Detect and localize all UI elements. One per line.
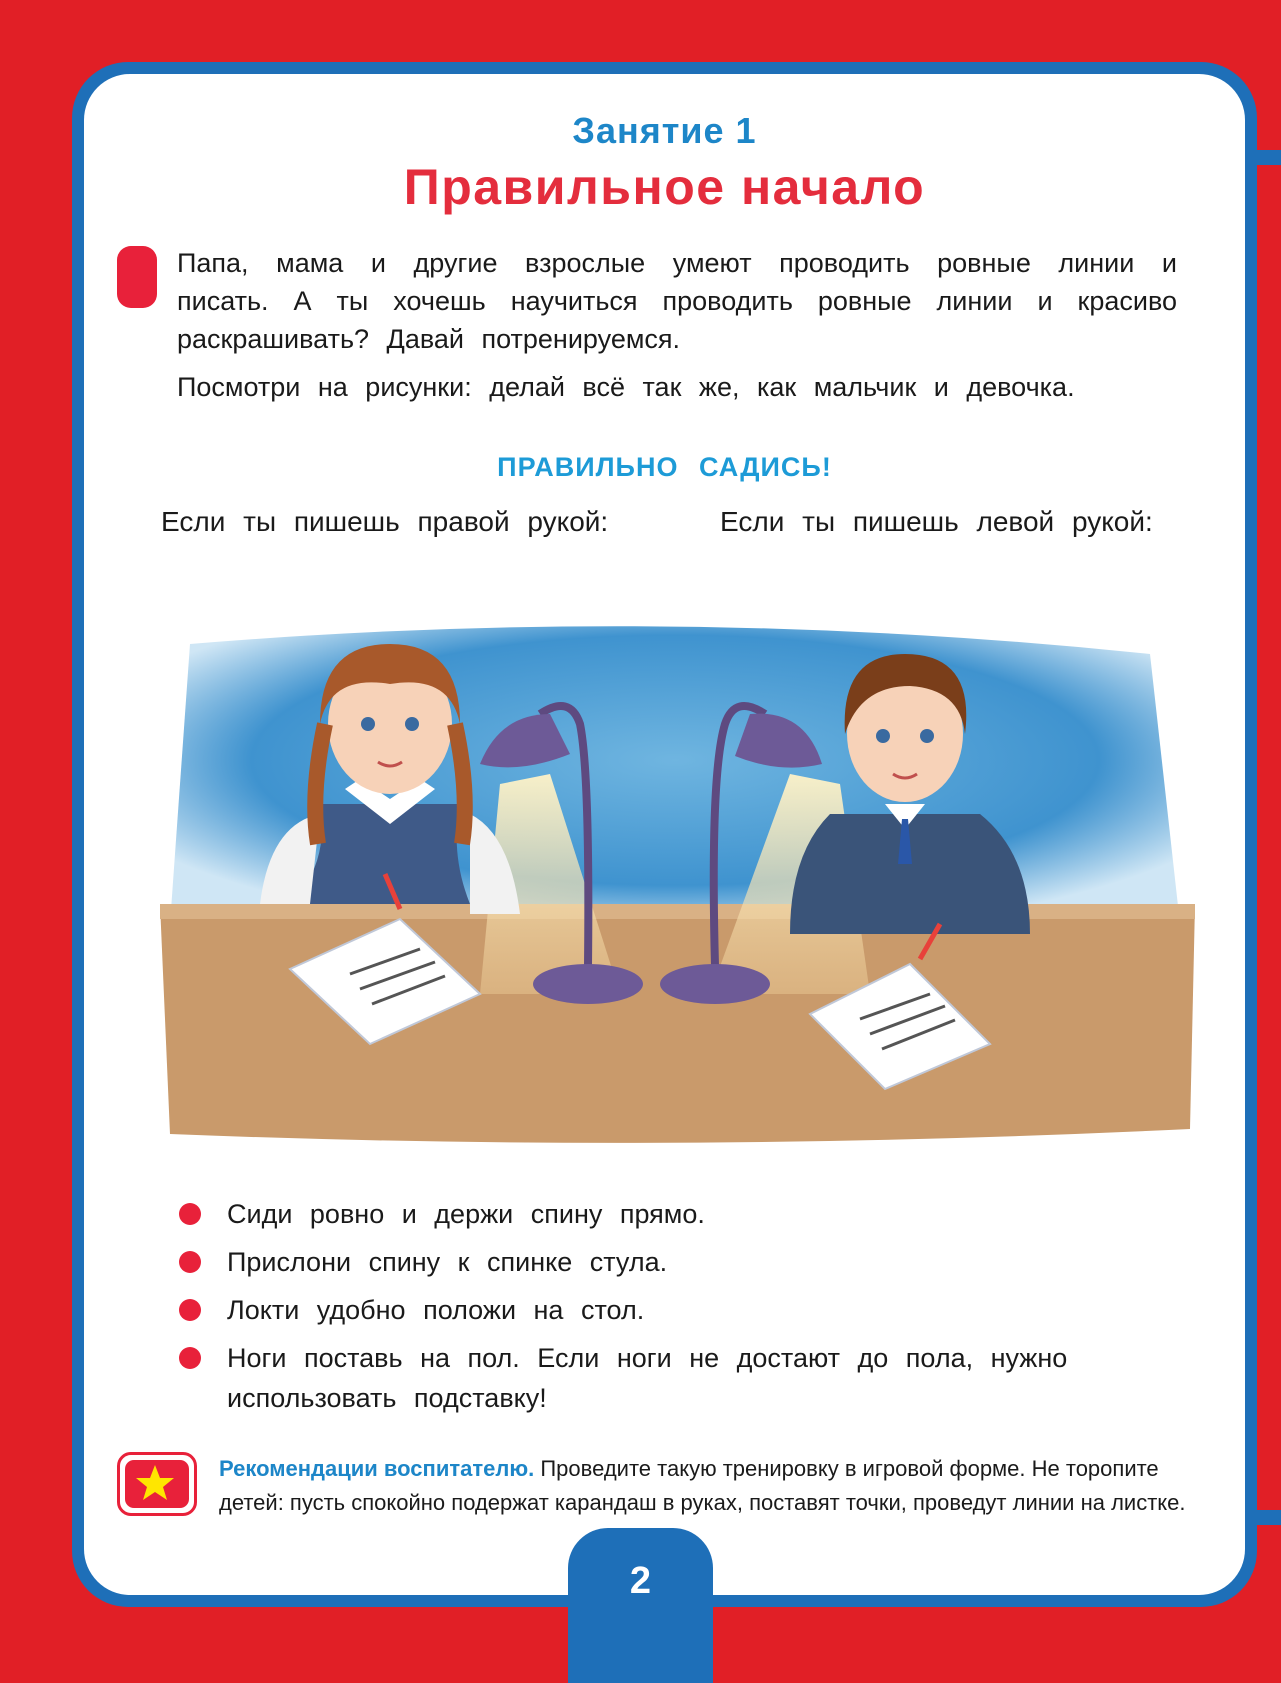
- bullet-dot: [179, 1203, 201, 1225]
- desk: [160, 904, 1195, 1143]
- left-hand-caption: Если ты пишешь левой рукой:: [720, 506, 1153, 537]
- list-item: [179, 1338, 1179, 1418]
- bullet-dot: [179, 1251, 201, 1273]
- list-item: [179, 1290, 1179, 1330]
- paragraph-marker: [117, 246, 157, 308]
- rule-text: Локти удобно положи на стол.: [227, 1295, 645, 1325]
- list-item: [179, 1194, 1179, 1234]
- note-text: Проведите такую тренировку в игровой форме. Не торопите детей: пусть спокойно подержат карандаш в руках, поставят точки, проведут линии на листке.: [219, 1456, 1186, 1515]
- note-lead: Рекомендации воспитателю.: [219, 1456, 535, 1481]
- page-number-tab: [568, 1528, 713, 1683]
- bullet-dot: [179, 1347, 201, 1369]
- rule-text: Прислони спину к спинке стула.: [227, 1247, 668, 1277]
- intro-paragraph: Папа, мама и другие взрослые умеют проводить ровные линии и писать. А ты хочешь научиться проводить ровные линии и красиво раскрашивать? Давай потренируемся.: [177, 248, 1177, 354]
- page-number: 2: [629, 1560, 652, 1602]
- rule-text: Сиди ровно и держи спину прямо.: [227, 1199, 705, 1229]
- star-icon: [125, 1460, 185, 1504]
- page-title: Правильное начало: [403, 159, 926, 215]
- teacher-note: [219, 1452, 1204, 1520]
- posture-rules-list: [179, 1194, 1179, 1426]
- star-badge: [117, 1452, 197, 1516]
- right-hand-caption: Если ты пишешь правой рукой:: [161, 506, 609, 537]
- look-instruction: Посмотри на рисунки: делай всё так же, как мальчик и девочка.: [177, 372, 1075, 402]
- section-heading: ПРАВИЛЬНО САДИСЬ!: [497, 452, 832, 482]
- rule-text: Ноги поставь на пол. Если ноги не достают до пола, нужно использовать подставку!: [227, 1343, 1068, 1413]
- children-writing-illustration: [150, 574, 1200, 1164]
- bullet-dot: [179, 1299, 201, 1321]
- page-content: [84, 74, 1245, 1595]
- list-item: [179, 1242, 1179, 1282]
- lesson-number: Занятие 1: [572, 110, 757, 151]
